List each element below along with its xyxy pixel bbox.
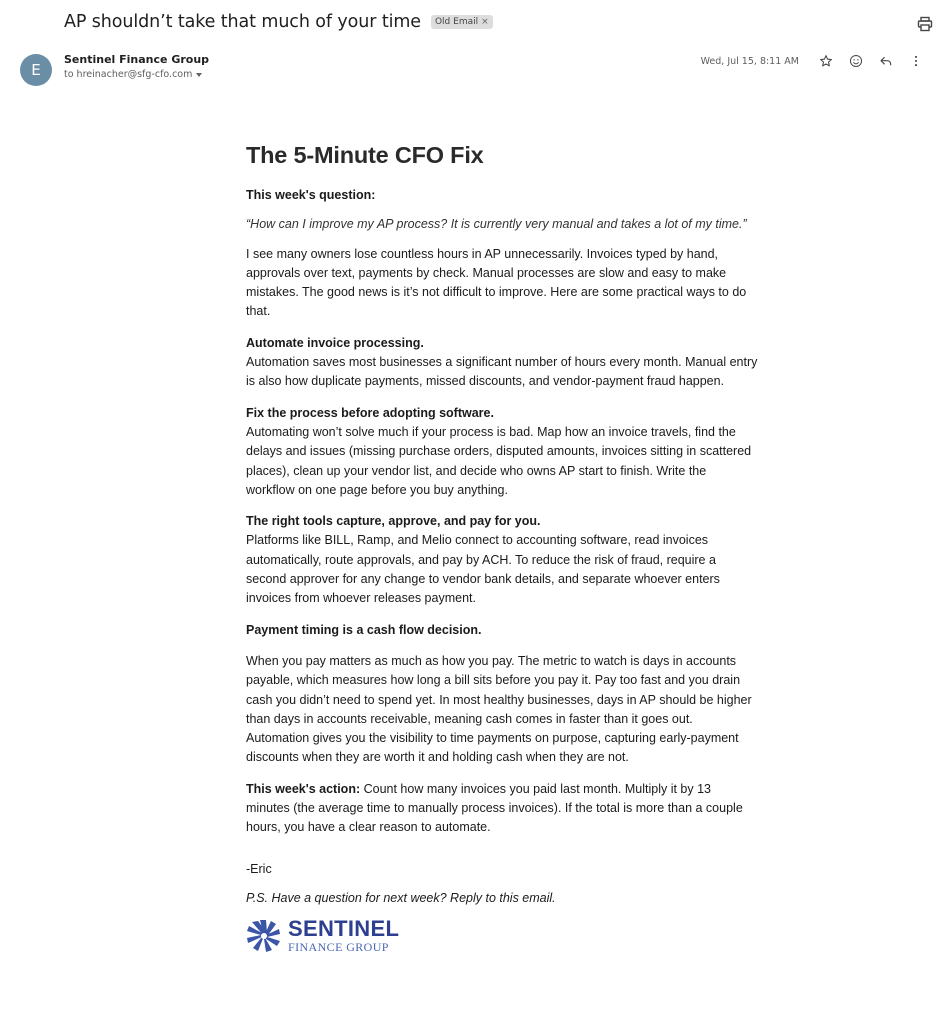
section-automate: [246, 334, 758, 392]
label-chip-close-icon[interactable]: ×: [481, 17, 489, 27]
signoff: -Eric: [246, 861, 272, 876]
avatar-letter: E: [31, 61, 41, 79]
section-text: Automating won’t solve much if your process is bad. Map how an invoice travels, find the delays and issues (missing purchase orders, disputed amounts, invoices sitting in scattered places), clean up your vendor list, and decide who owns AP start to finish. Write the workflow on one page before you buy anything.: [246, 424, 752, 497]
subject-row: [64, 12, 493, 32]
action-label: This week's action:: [246, 781, 361, 796]
intro-paragraph: I see many owners lose countless hours in AP unnecessarily. Invoices typed by hand, approvals over text, payments by check. Manual processes are slow and easy to make mistakes. The good news is it’s not difficult to improve. Here are some practical ways to do that.: [246, 246, 747, 319]
reply-icon[interactable]: [871, 53, 901, 69]
reader-question: “How can I improve my AP process? It is currently very manual and takes a lot of my time.”: [246, 217, 747, 232]
message-actions: [701, 53, 931, 69]
email-date: Wed, Jul 15, 8:11 AM: [700, 55, 799, 67]
sender-name[interactable]: Sentinel Finance Group: [64, 53, 210, 66]
section-title: Fix the process before adopting software.: [246, 405, 494, 420]
sentinel-logo: [246, 918, 758, 953]
chevron-down-icon[interactable]: [196, 73, 202, 77]
action-text: Count how many invoices you paid last month. Multiply it by 13 minutes (the average time to manually process invoices). If the total is more than a couple hours, you have a clear reason to automate.: [246, 781, 743, 835]
section-title: Payment timing is a cash flow decision.: [246, 622, 482, 637]
sentinel-emblem-icon: [246, 919, 282, 953]
postscript: P.S. Have a question for next week? Reply to this email.: [246, 890, 556, 905]
print-icon[interactable]: [917, 16, 933, 32]
section-text: Platforms like BILL, Ramp, and Melio connect to accounting software, read invoices automatically, route approvals, and pay by ACH. To reduce the risk of fraud, require a second approver for any change to vendor bank details, and separate whoever enters invoices from whoever releases payment.: [246, 533, 720, 606]
sender-avatar[interactable]: [20, 54, 52, 86]
weekly-action: [246, 780, 758, 838]
label-chip-text: Old Email: [434, 17, 479, 27]
section-text: Automation saves most businesses a significant number of hours every month. Manual entry is also how duplicate payments, missed discounts, and vendor-payment fraud happen.: [246, 355, 758, 389]
newsletter-title: The 5-Minute CFO Fix: [246, 142, 484, 168]
section-text: When you pay matters as much as how you pay. The metric to watch is days in accounts payable, which measures how long a bill sits before you pay it. Pay too fast and you drain cash you didn’t need to spend yet. In most healthy businesses, days in AP should be higher than days in accounts receivable, meaning cash comes in faster than it goes out. Automation gives you the visibility to time payments on purpose, capturing early-payment discounts when they are worth it and holding cash when they are not.: [246, 653, 752, 765]
emoji-reaction-icon[interactable]: [841, 53, 871, 69]
section-title: Automate invoice processing.: [246, 335, 424, 350]
logo-subtitle: FINANCE GROUP: [288, 940, 389, 955]
more-vert-icon[interactable]: [901, 53, 931, 69]
question-label: This week's question:: [246, 188, 376, 202]
section-title: The right tools capture, approve, and pay for you.: [246, 514, 541, 529]
section-right-tools: [246, 512, 758, 608]
sender-block: [64, 53, 209, 80]
recipient-text: to hreinacher@sfg-cfo.com: [64, 69, 193, 80]
label-chip-old-email[interactable]: [431, 15, 493, 29]
email-body: [246, 140, 758, 953]
star-icon[interactable]: [811, 53, 841, 69]
logo-wordmark: SENTINEL: [288, 916, 400, 942]
recipient-row[interactable]: [64, 69, 209, 80]
section-fix-process: [246, 404, 758, 500]
email-subject: AP shouldn’t take that much of your time: [64, 12, 421, 32]
